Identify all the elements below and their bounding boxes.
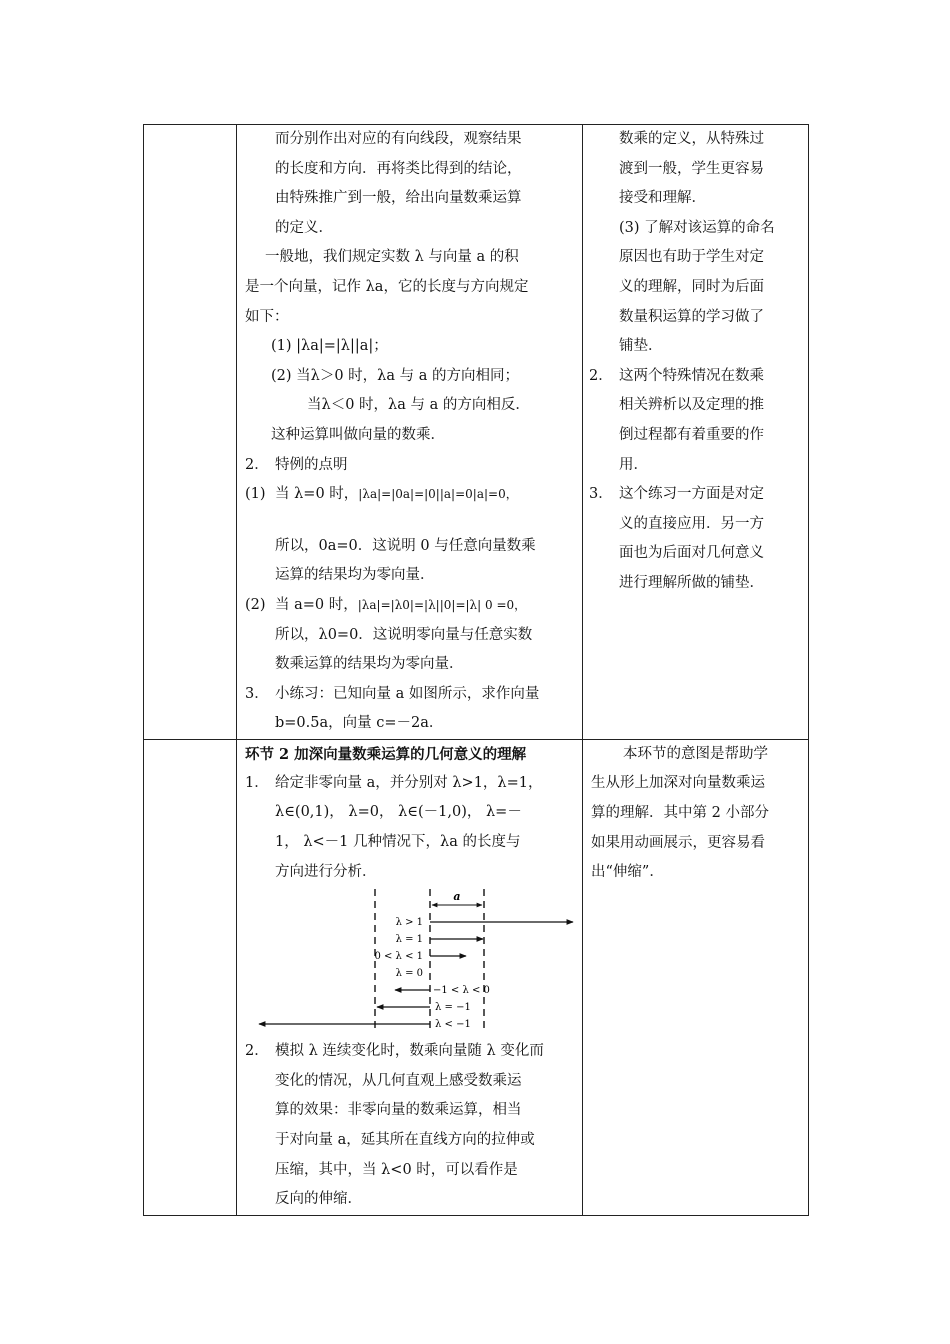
rule-2: (2) 当λ＞0 时，λa 与 a 的方向相同； [271, 367, 519, 384]
text-line: 所以，λ0=0．这说明零向量与任意实数 [275, 626, 533, 643]
text-line: 压缩，其中，当 λ<0 时，可以看作是 [275, 1161, 518, 1178]
note-line: 出“伸缩”． [591, 864, 664, 881]
case-number: (1) [245, 486, 266, 503]
item-text: 给定非零向量 a，并分别对 λ>1，λ=1， [275, 774, 543, 791]
note-line: 渡到一般，学生更容易 [619, 160, 764, 177]
item-text: 模拟 λ 连续变化时，数乘向量随 λ 变化而 [275, 1043, 544, 1060]
case-1 [237, 480, 582, 510]
case-label: λ < −1 [435, 1019, 471, 1031]
item-number: 1． [245, 774, 269, 791]
item-number: 3． [245, 685, 269, 702]
notes-cell [583, 739, 809, 1215]
note-line: 生从形上加深对向量数乘运 [591, 775, 765, 792]
text-line: 所以，0a=0．这说明 0 与任意向量数乘 [275, 537, 536, 554]
list-item [237, 680, 582, 710]
case-label: λ = −1 [435, 1002, 471, 1014]
note-line: 义的直接应用．另一方 [619, 515, 764, 532]
text-line: 1， λ<－1 几种情况下，λa 的长度与 [275, 834, 521, 851]
case-text: 当 a=0 时， [275, 596, 358, 613]
case-formula: |λa|=|0a|=|0||a|=0|a|=0， [358, 487, 518, 502]
note-text: 这两个特殊情况在数乘 [619, 367, 764, 384]
note-line: 数乘的定义，从特殊过 [619, 131, 764, 147]
note-text: 这个练习一方面是对定 [619, 486, 764, 503]
text-line: 是一个向量，记作 λa，它的长度与方向规定 [245, 278, 529, 295]
item-text: 小练习：已知向量 a 如图所示，求作向量 [275, 685, 540, 702]
geometry-cell [237, 739, 583, 1215]
definition-cell [237, 125, 583, 740]
item-number: 2． [245, 456, 269, 473]
table-row-1 [144, 125, 809, 740]
note-item [583, 362, 808, 392]
section-heading: 环节 2 加深向量数乘运算的几何意义的理解 [245, 745, 527, 763]
text-line: 运算的结果均为零向量． [275, 567, 435, 584]
rule-2b: 当λ＜0 时，λa 与 a 的方向相反． [307, 397, 530, 414]
case-text: 当 λ=0 时， [275, 486, 359, 503]
list-item [237, 451, 582, 481]
text-line: 变化的情况，从几何直观上感受数乘运 [275, 1072, 522, 1089]
text-line: b=0.5a，向量 c=－2a． [275, 715, 444, 732]
item-text: 特例的点明 [275, 456, 348, 473]
text-line: 的长度和方向．再将类比得到的结论， [275, 160, 522, 177]
text-line: 由特殊推广到一般，给出向量数乘运算 [275, 190, 522, 207]
list-item [237, 769, 582, 799]
text-line: 数乘运算的结果均为零向量． [275, 656, 464, 673]
note-line: 铺垫． [619, 338, 663, 355]
text-line: 这种运算叫做向量的数乘． [271, 426, 445, 443]
table-row-2 [144, 739, 809, 1215]
case-formula: |λa|=|λ0|=|λ||0|=|λ| 0 =0， [357, 597, 527, 612]
item-number: 2． [245, 1043, 269, 1060]
blank-cell [144, 125, 237, 740]
case-label: λ = 1 [395, 934, 423, 946]
text-line: 的定义． [275, 219, 333, 236]
note-line: 本环节的意图是帮助学 [623, 745, 768, 762]
case-label: 0 < λ < 1 [374, 951, 423, 963]
notes-cell [583, 125, 809, 740]
case-number: (2) [245, 596, 266, 613]
text-line: 方向进行分析． [275, 863, 377, 880]
note-line: 用． [619, 456, 648, 473]
text-line: 而分别作出对应的有向线段，观察结果 [275, 131, 522, 147]
text-line: 反向的伸缩． [275, 1191, 362, 1208]
lesson-table [143, 124, 809, 1216]
note-number: 2． [589, 367, 613, 384]
blank-cell [144, 739, 237, 1215]
case-label: −1 < λ < 0 [433, 985, 490, 997]
note-line: 进行理解所做的铺垫． [619, 574, 764, 591]
note-line: 算的理解．其中第 2 小部分 [591, 805, 769, 822]
note-line: 接受和理解． [619, 190, 706, 207]
case-2 [237, 591, 582, 621]
text-line: 一般地，我们规定实数 λ 与向量 a 的积 [265, 249, 519, 266]
text-line: 如下： [245, 308, 289, 325]
note-line: 倒过程都有着重要的作 [619, 426, 764, 443]
note-line: (3) 了解对该运算的命名 [619, 219, 775, 236]
note-line: 数量积运算的学习做了 [619, 308, 764, 325]
spacer [237, 510, 582, 532]
note-number: 3． [589, 486, 613, 503]
text-line: 于对向量 a，延其所在直线方向的拉伸或 [275, 1132, 535, 1149]
rule-1: (1) |λa|=|λ||a|； [271, 338, 388, 355]
list-item [237, 1037, 582, 1067]
note-line: 面也为后面对几何意义 [619, 545, 764, 562]
case-label: λ > 1 [395, 917, 423, 929]
text-line: 算的效果：非零向量的数乘运算，相当 [275, 1102, 522, 1119]
vector-a-label: a [453, 890, 461, 904]
note-item [583, 480, 808, 510]
text-line: λ∈(0,1)， λ=0， λ∈(－1,0)， λ=－ [275, 804, 522, 821]
note-line: 原因也有助于学生对定 [619, 249, 764, 266]
scalar-multiplication-figure [237, 887, 581, 1037]
case-label: λ = 0 [395, 968, 423, 980]
note-line: 义的理解，同时为后面 [619, 278, 764, 295]
note-line: 相关辨析以及定理的推 [619, 397, 764, 414]
note-line: 如果用动画展示，更容易看 [591, 834, 765, 851]
